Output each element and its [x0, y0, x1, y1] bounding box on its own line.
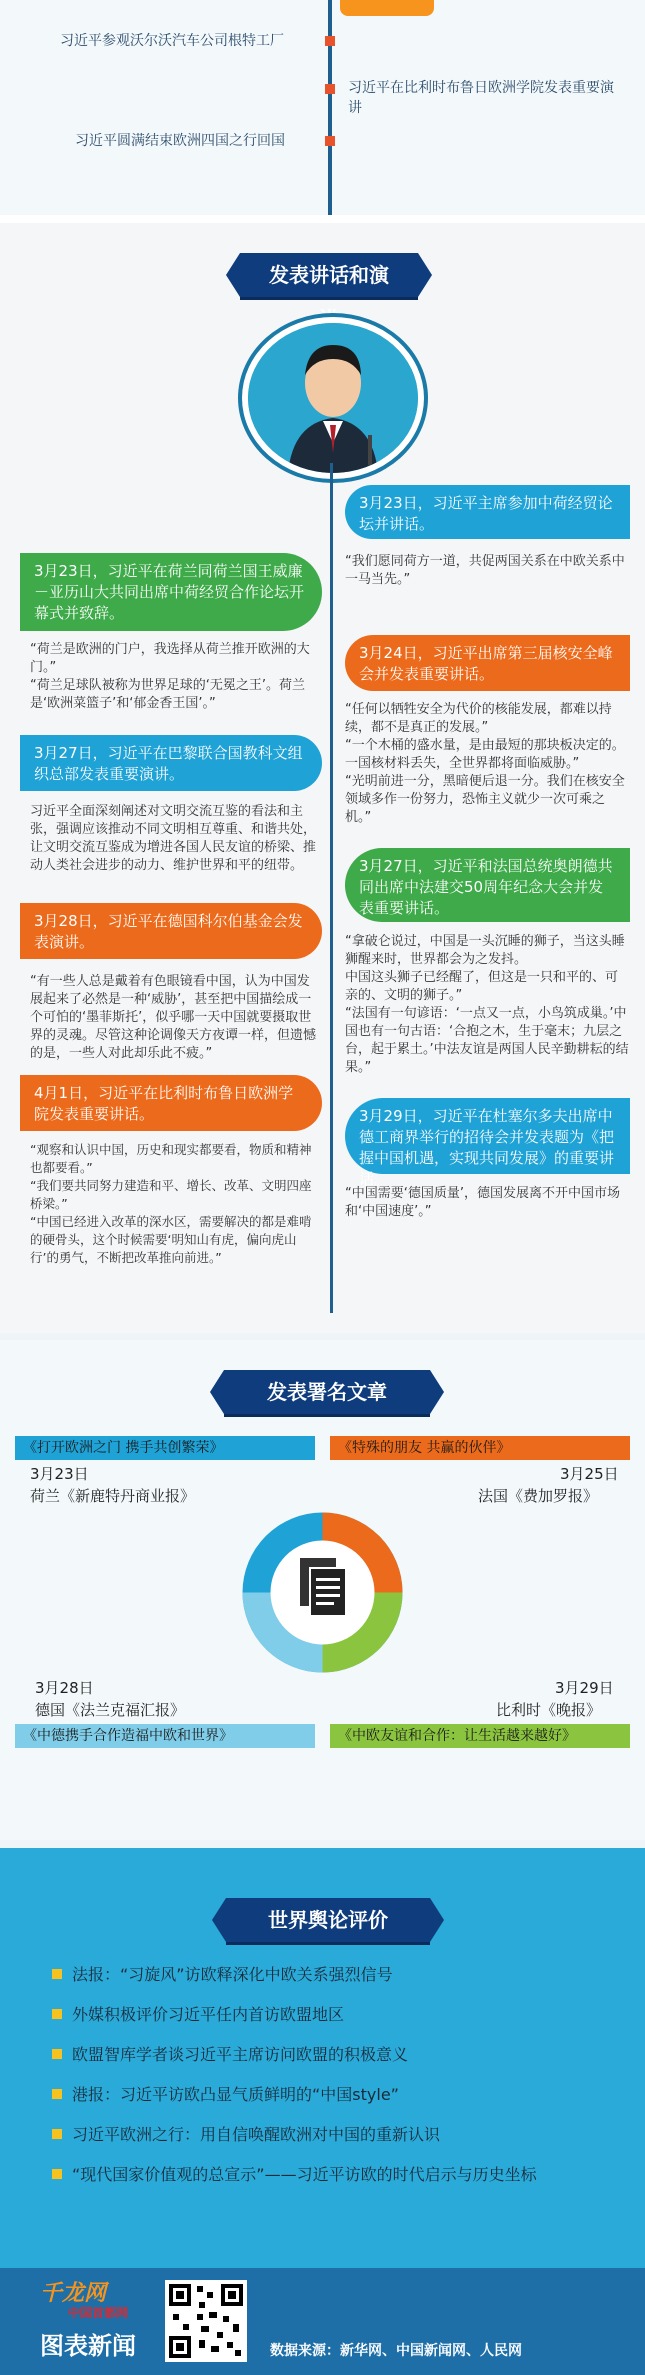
speech-heading: 3月24日，习近平出席第三届核安全峰会并发表重要讲话。: [345, 635, 630, 691]
data-source: 数据来源：新华网、中国新闻网、人民网: [270, 2343, 522, 2359]
section-title: 发表署名文章: [224, 1370, 430, 1414]
bullet-icon: [52, 2049, 62, 2059]
speech-heading: 3月28日，习近平在德国科尔伯基金会发表演讲。: [20, 903, 322, 959]
timeline-item: 习近平在比利时布鲁日欧洲学院发表重要演讲: [348, 80, 614, 116]
bullet-icon: [52, 1969, 62, 1979]
section-title: 世界舆论评价: [226, 1898, 430, 1942]
speech-section: [0, 223, 645, 1333]
timeline-line: [328, 0, 332, 215]
timeline-section: [0, 0, 645, 223]
speech-heading: 3月23日，习近平主席参加中荷经贸论坛并讲话。: [345, 485, 630, 539]
timeline-marker: [325, 136, 335, 146]
speech-quote: “中国需要‘德国质量’，德国发展离不开中国市场和‘中国速度’。”: [345, 1186, 620, 1219]
speech-text: 习近平全面深刻阐述对文明交流互鉴的看法和主张，强调应该推动不同文明相互尊重、和谐共处，让文明交流互鉴成为增进各国人民友谊的桥梁、推动人类社会进步的动力、维护世界和平的纽带。: [30, 804, 317, 873]
portrait-illustration: [242, 317, 424, 479]
bullet-icon: [52, 2169, 62, 2179]
article-title: 《中欧友谊和合作：让生活越来越好》: [330, 1724, 630, 1748]
review-link[interactable]: 法报：“习旋风”访欧释深化中欧关系强烈信号: [72, 1965, 393, 1984]
speech-quote: “我们愿同荷方一道，共促两国关系在中欧关系中一马当先。”: [345, 554, 625, 587]
review-link[interactable]: 港报：习近平访欧凸显气质鲜明的“中国style”: [72, 2085, 399, 2104]
speech-quote: “有一些人总是戴着有色眼镜看中国，认为中国发展起来了必然是一种‘威胁’，甚至把中国描绘成一个可怕的‘墨菲斯托’，似乎哪一天中国就要摄取世界的灵魂。尽管这种论调像天方夜谭一样，但遗憾的是，一些人对此却乐此不疲。”: [30, 974, 317, 1061]
world-review-section: [0, 1848, 645, 2268]
speech-heading: 3月23日，习近平在荷兰同荷兰国王威廉－亚历山大共同出席中荷经贸合作论坛开幕式并致辞。: [20, 553, 322, 631]
articles-section: [0, 1340, 645, 1840]
speech-quote: “任何以牺牲安全为代价的核能发展，都难以持续，都不是真正的发展。” “一个木桶的盛水量，是由最短的那块板决定的。一国核材料丢失，全世界都将面临威胁。” “光明前进一分，黑暗便后退一分。我们在核安全领域多作一份努力，恐怖主义就少一次可乘之机。”: [345, 702, 625, 825]
article-title: 《打开欧洲之门 携手共创繁荣》: [15, 1436, 315, 1460]
brand-subtitle: 中国首都网: [68, 2306, 129, 2320]
article-date: 3月25日: [560, 1465, 619, 1483]
article-title: 《中德携手合作造福中欧和世界》: [15, 1724, 315, 1748]
article-title: 《特殊的朋友 共赢的伙伴》: [330, 1436, 630, 1460]
speech-heading: 4月1日，习近平在比利时布鲁日欧洲学院发表重要讲话。: [20, 1075, 322, 1131]
speech-heading: 3月27日，习近平在巴黎联合国教科文组织总部发表重要演讲。: [20, 735, 322, 791]
timeline-item: 习近平参观沃尔沃汽车公司根特工厂: [60, 33, 284, 49]
article-outlet: 德国《法兰克福汇报》: [35, 1701, 186, 1719]
speech-heading: 3月27日，习近平和法国总统奥朗德共同出席中法建交50周年纪念大会并发表重要讲话。: [345, 848, 630, 922]
document-icon: [240, 1510, 405, 1675]
bullet-icon: [52, 2129, 62, 2139]
article-date: 3月28日: [35, 1679, 94, 1697]
brand-logo: 千龙网: [40, 2281, 107, 2306]
timeline-date-badge: [340, 0, 434, 16]
speech-quote: “拿破仑说过，中国是一头沉睡的狮子，当这头睡狮醒来时，世界都会为之发抖。 中国这头狮子已经醒了，但这是一只和平的、可亲的、文明的狮子。” “法国有一句谚语：‘一点又一点，小鸟筑成巢。’中国也有一句古语：‘合抱之木，生于毫末；九层之台，起于累土。’中法友谊是两国人民辛勤耕耘的结果。”: [345, 934, 629, 1075]
qr-code-icon: [165, 2280, 247, 2362]
timeline-item: 习近平圆满结束欧洲四国之行回国: [75, 133, 285, 149]
speech-timeline-line: [330, 463, 333, 1313]
footer-label: 图表新闻: [40, 2332, 136, 2360]
review-link[interactable]: 欧盟智库学者谈习近平主席访问欧盟的积极意义: [72, 2045, 409, 2064]
speech-heading: 3月29日，习近平在杜塞尔多夫出席中德工商界举行的招待会并发表题为《把握中国机遇，实现共同发展》的重要讲话。: [345, 1098, 630, 1174]
bullet-icon: [52, 2009, 62, 2019]
speech-quote: “观察和认识中国，历史和现实都要看，物质和精神也都要看。” “我们要共同努力建造和平、增长、改革、文明四座桥梁。” “中国已经进入改革的深水区，需要解决的都是难啃的硬骨头，这个时候需要‘明知山有虎，偏向虎山行’的勇气，不断把改革推向前进。”: [30, 1142, 312, 1265]
article-date: 3月23日: [30, 1465, 89, 1483]
timeline-marker: [325, 36, 335, 46]
article-outlet: 比利时《晚报》: [496, 1701, 602, 1719]
bullet-icon: [52, 2089, 62, 2099]
timeline-marker: [325, 84, 335, 94]
speech-quote: “荷兰是欧洲的门户，我选择从荷兰推开欧洲的大门。” “荷兰足球队被称为世界足球的‘无冕之王’。荷兰是‘欧洲菜篮子’和‘郁金香王国’。”: [30, 642, 310, 711]
article-outlet: 荷兰《新鹿特丹商业报》: [30, 1487, 196, 1505]
article-date: 3月29日: [555, 1679, 614, 1697]
review-link[interactable]: 习近平欧洲之行：用自信唤醒欧洲对中国的重新认识: [72, 2125, 441, 2144]
footer: [0, 2268, 645, 2375]
article-outlet: 法国《费加罗报》: [478, 1487, 599, 1505]
review-link[interactable]: 外媒积极评价习近平任内首访欧盟地区: [72, 2005, 345, 2024]
section-title: 发表讲话和演: [240, 253, 418, 297]
review-link[interactable]: “现代国家价值观的总宣示”——习近平访欧的时代启示与历史坐标: [72, 2165, 537, 2184]
